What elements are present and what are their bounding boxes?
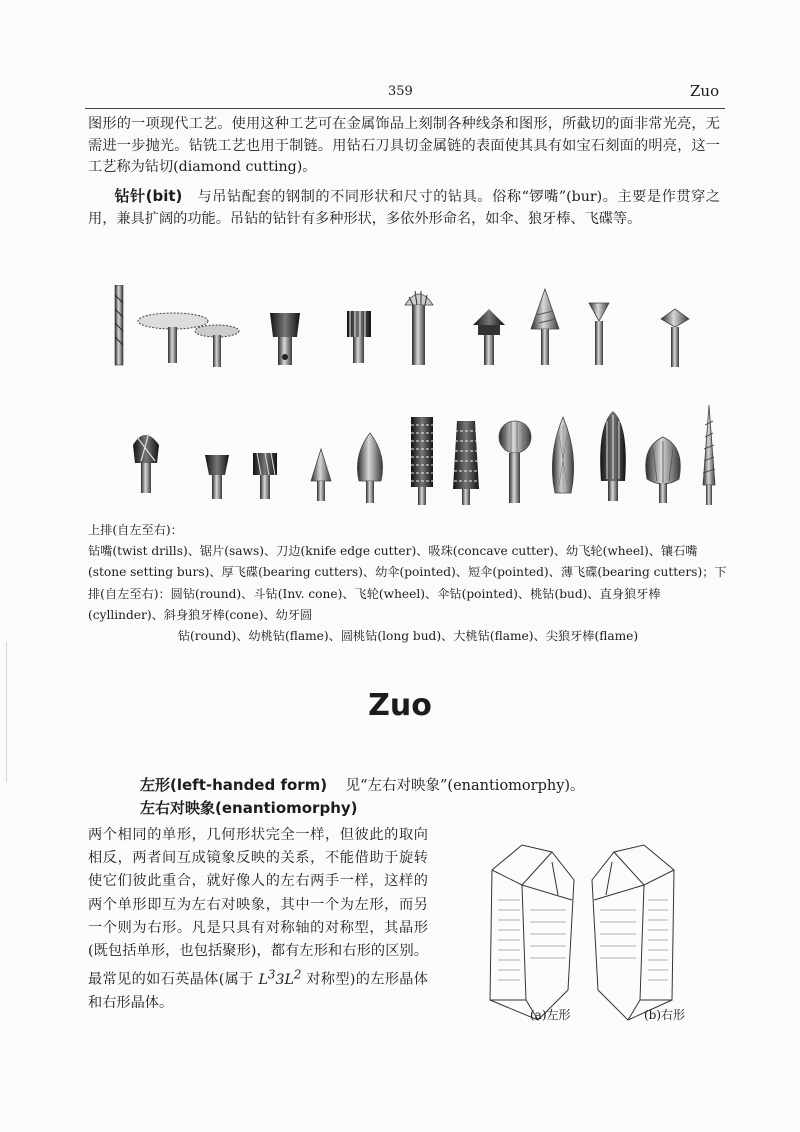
label-left-form: (a)左形 — [530, 1008, 571, 1022]
figure-caption — [88, 520, 728, 647]
figure-quartz-crystals — [462, 840, 752, 1030]
formula-3l2: $3L^2$ — [275, 967, 302, 988]
caption-last-line: 钻(round)、幼桃钻(flame)、圆桃钻(long bud)、大桃钻(flame)、尖狼牙棒(flame) — [177, 629, 639, 644]
bit-cone — [453, 421, 479, 505]
bit-flame-fine — [552, 417, 573, 493]
crystal-left — [490, 845, 574, 1020]
paragraph-bit — [88, 186, 720, 230]
bit-long-bud — [600, 411, 626, 501]
crystal-right — [592, 845, 674, 1020]
caption-body: 钻嘴(twist drills)、锯片(saws)、刀边(knife edge cutter)、吸珠(concave cutter)、幼飞轮(wheel)、镶石嘴(stone setting burs)、厚飞碟(bearing cutters)、幼伞(pointed)、短伞(pointed)、薄飞碟(bearing cutters)；下排(自左至右)：圆钻(round)、斗钻(Inv. cone)、飞轮(wheel)、伞钻(pointed)、桃钻(bud)、直身狼牙棒(cyllinder)、斜身狼牙棒(cone)、幼牙圆 — [88, 544, 727, 622]
bit-round — [133, 433, 159, 493]
bit-concave-cutter — [270, 313, 300, 365]
bit-knife-edge-cutter — [195, 325, 239, 367]
bit-round-fine — [499, 421, 531, 503]
page-number: 359 — [388, 84, 413, 99]
bit-twist-drill — [115, 285, 123, 365]
section-title: Zuo — [368, 688, 432, 723]
bit-wheel — [347, 311, 371, 363]
term-left-handed-form: 左形(left-handed form) — [140, 776, 328, 794]
scan-edge-mark — [6, 642, 7, 782]
enantiomorphy-definition: 两个相同的单形，几何形状完全一样，但彼此的取向相反，两者间互成镜象反映的关系，不能借助于旋转使它们彼此重合，就好像人的左右两手一样，这样的两个单形即互为左右对映象，其中一个为左形，而另一个则为右形。凡是只具有对称轴的对称型，其晶形(既包括单形，也包括聚形)，都有左形和右形的区别。最常见的如石英晶体(属于 $L^33L^2$ 对称型)的左形晶体和右形晶体。 — [88, 827, 428, 1012]
term-bit: 钻针(bit) — [114, 187, 183, 205]
bit-inv-cone — [205, 455, 229, 499]
quartz-crystal-drawings — [462, 840, 752, 1030]
bit-pointed-bottom — [311, 449, 331, 501]
figure-drill-bits — [105, 285, 725, 510]
bit-bearing-cutter-thick — [473, 309, 505, 365]
bit-stone-setting-bur — [405, 291, 433, 365]
bit-bearing-cutter-thin — [661, 309, 689, 367]
running-head: Zuo — [690, 82, 720, 100]
bit-cylinder — [411, 417, 433, 505]
term-enantiomorphy: 左右对映象(enantiomorphy) — [140, 799, 358, 817]
bit-flame-pointed — [703, 405, 715, 505]
bit-pointed-short — [589, 303, 609, 365]
paragraph-continued: 图形的一项现代工艺。使用这种工艺可在金属饰品上刻制各种线条和图形，所截切的面非常光亮，无需进一步抛光。钻铣工艺也用于制链。用钻石刀具切金属链的表面使其具有如宝石刻面的明亮，这一工艺称为钻切(diamond cutting)。 — [88, 116, 720, 175]
entry-left-handed-form — [140, 774, 585, 795]
bit-pointed-fine — [531, 289, 559, 365]
bit-flame-large — [646, 437, 681, 503]
formula-l3: $L^3$ — [258, 967, 276, 988]
header-rule — [85, 108, 725, 109]
bit-saw — [138, 313, 208, 363]
bit-bud — [357, 433, 382, 503]
bit-definition: 与吊钻配套的钢制的不同形状和尺寸的钻具。俗称“锣嘴”(bur)。主要是作贯穿之用，兼具扩阔的功能。吊钻的钻针有多种形状，多依外形命名，如伞、狼牙棒、飞碟等。 — [88, 189, 720, 227]
caption-lead: 上排(自左至右)： — [88, 523, 183, 537]
label-right-form: (b)右形 — [644, 1008, 686, 1022]
left-handed-form-reference: 见“左右对映象”(enantiomorphy)。 — [345, 778, 585, 794]
bit-wheel-bottom — [253, 453, 277, 499]
